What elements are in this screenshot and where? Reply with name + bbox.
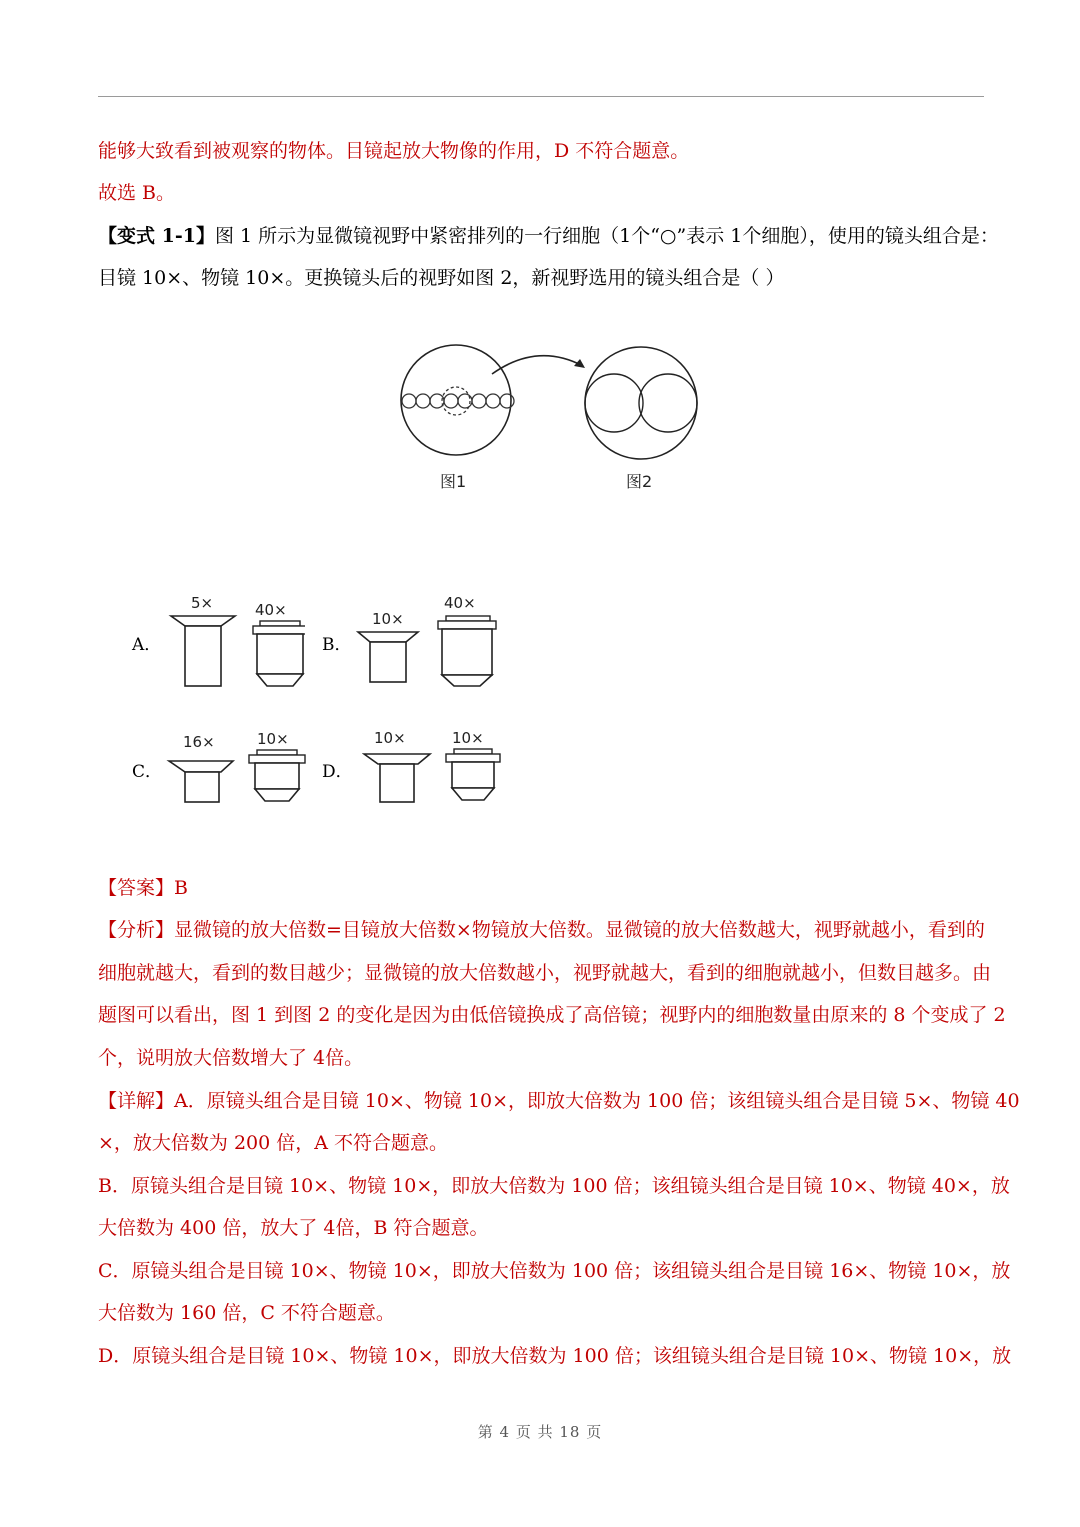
objective-body-icon <box>452 762 494 788</box>
eyepiece-top-icon <box>169 761 233 772</box>
question-line: 目镜 10×、物镜 10×。更换镜头后的视野如图 2，新视野选用的镜头组合是（ ） <box>98 267 785 289</box>
objective-label: 10× <box>452 729 484 747</box>
option-d-label: D． <box>322 762 353 782</box>
analysis-line: 【分析】显微镜的放大倍数=目镜放大倍数×物镜放大倍数。显微镜的放大倍数越大，视野就越小，看到的 <box>98 919 985 941</box>
eyepiece-label: 16× <box>183 733 215 751</box>
detail-line: 大倍数为 400 倍，放大了 4倍，B 符合题意。 <box>98 1217 489 1239</box>
question-line <box>98 224 999 248</box>
text-line: 能够大致看到被观察的物体。目镜起放大物像的作用，D 不符合题意。 <box>98 140 690 162</box>
arrow-head-icon <box>574 359 585 368</box>
field-circle-2 <box>585 347 697 459</box>
page-footer: 第 4 页 共 18 页 <box>477 1423 603 1441</box>
objective-cap-icon <box>257 750 297 755</box>
detail-line: ×，放大倍数为 200 倍，A 不符合题意。 <box>98 1132 449 1154</box>
option-a-lenses <box>165 588 305 692</box>
figure-label-1: 图1 <box>440 472 467 491</box>
analysis-line: 细胞就越大，看到的数目越少；显微镜的放大倍数越小，视野就越大，看到的细胞就越小，但数目越多。由 <box>98 962 992 984</box>
option-c-lenses <box>165 726 325 810</box>
detail-line: 大倍数为 160 倍，C 不符合题意。 <box>98 1302 395 1324</box>
eyepiece-label: 10× <box>372 610 404 628</box>
objective-tip-icon <box>255 789 299 801</box>
eyepiece-top-icon <box>171 616 235 626</box>
objective-label: 40× <box>255 601 287 619</box>
option-b-lenses <box>356 588 506 692</box>
cell-large-right <box>639 374 697 432</box>
option-a-label: A． <box>132 635 162 655</box>
objective-cap-icon <box>260 621 300 626</box>
figure-label-2: 图2 <box>626 472 653 491</box>
objective-collar-icon <box>249 755 305 763</box>
option-c-label: C． <box>132 762 163 782</box>
option-d-lenses <box>362 722 522 810</box>
objective-collar-icon <box>446 754 500 762</box>
option-b-label: B． <box>322 635 352 655</box>
header-rule <box>98 96 984 97</box>
cell-row <box>402 394 514 408</box>
objective-tip-icon <box>442 675 492 686</box>
text-line: 故选 B。 <box>98 182 176 204</box>
analysis-line: 题图可以看出，图 1 到图 2 的变化是因为由低倍镜换成了高倍镜；视野内的细胞数量由原来的 8 个变成了 2 <box>98 1004 1006 1026</box>
arrow-line <box>492 356 583 374</box>
eyepiece-label: 10× <box>374 729 406 747</box>
eyepiece-top-icon <box>358 632 418 642</box>
eyepiece-top-icon <box>364 754 430 764</box>
objective-collar-icon <box>438 621 496 629</box>
objective-tip-icon <box>257 674 303 686</box>
objective-collar-icon <box>253 626 305 634</box>
eyepiece-barrel-icon <box>185 626 221 686</box>
question-text: 图 1 所示为显微镜视野中紧密排列的一行细胞（1个“○”表示 1个细胞），使用的镜头组合是： <box>214 225 999 247</box>
detail-line: 【详解】A．原镜头组合是目镜 10×、物镜 10×，即放大倍数为 100 倍；该组镜头组合是目镜 5×、物镜 40 <box>98 1090 1020 1112</box>
cell-large-left <box>585 374 643 432</box>
dashed-region <box>442 387 470 415</box>
microscope-field-figure <box>395 340 705 500</box>
detail-line: B．原镜头组合是目镜 10×、物镜 10×，即放大倍数为 100 倍；该组镜头组合是目镜 10×、物镜 40×，放 <box>98 1175 1010 1197</box>
analysis-line: 个，说明放大倍数增大了 4倍。 <box>98 1047 364 1069</box>
answer-line: 【答案】B <box>98 877 188 899</box>
detail-line: D．原镜头组合是目镜 10×、物镜 10×，即放大倍数为 100 倍；该组镜头组合是目镜 10×、物镜 10×，放 <box>98 1345 1012 1367</box>
question-tag: 【变式 1-1】 <box>98 225 215 247</box>
detail-line: C．原镜头组合是目镜 10×、物镜 10×，即放大倍数为 100 倍；该组镜头组合是目镜 16×、物镜 10×，放 <box>98 1260 1011 1282</box>
objective-body-icon <box>257 634 303 674</box>
eyepiece-barrel-icon <box>185 772 219 802</box>
eyepiece-barrel-icon <box>380 764 414 802</box>
objective-label: 10× <box>257 730 289 748</box>
objective-label: 40× <box>444 594 476 612</box>
objective-cap-icon <box>446 616 490 621</box>
objective-body-icon <box>442 629 492 675</box>
objective-cap-icon <box>454 749 492 754</box>
eyepiece-barrel-icon <box>370 642 406 682</box>
eyepiece-label: 5× <box>191 594 214 612</box>
field-circle-1 <box>401 345 511 455</box>
objective-tip-icon <box>452 788 494 800</box>
objective-body-icon <box>255 763 299 789</box>
